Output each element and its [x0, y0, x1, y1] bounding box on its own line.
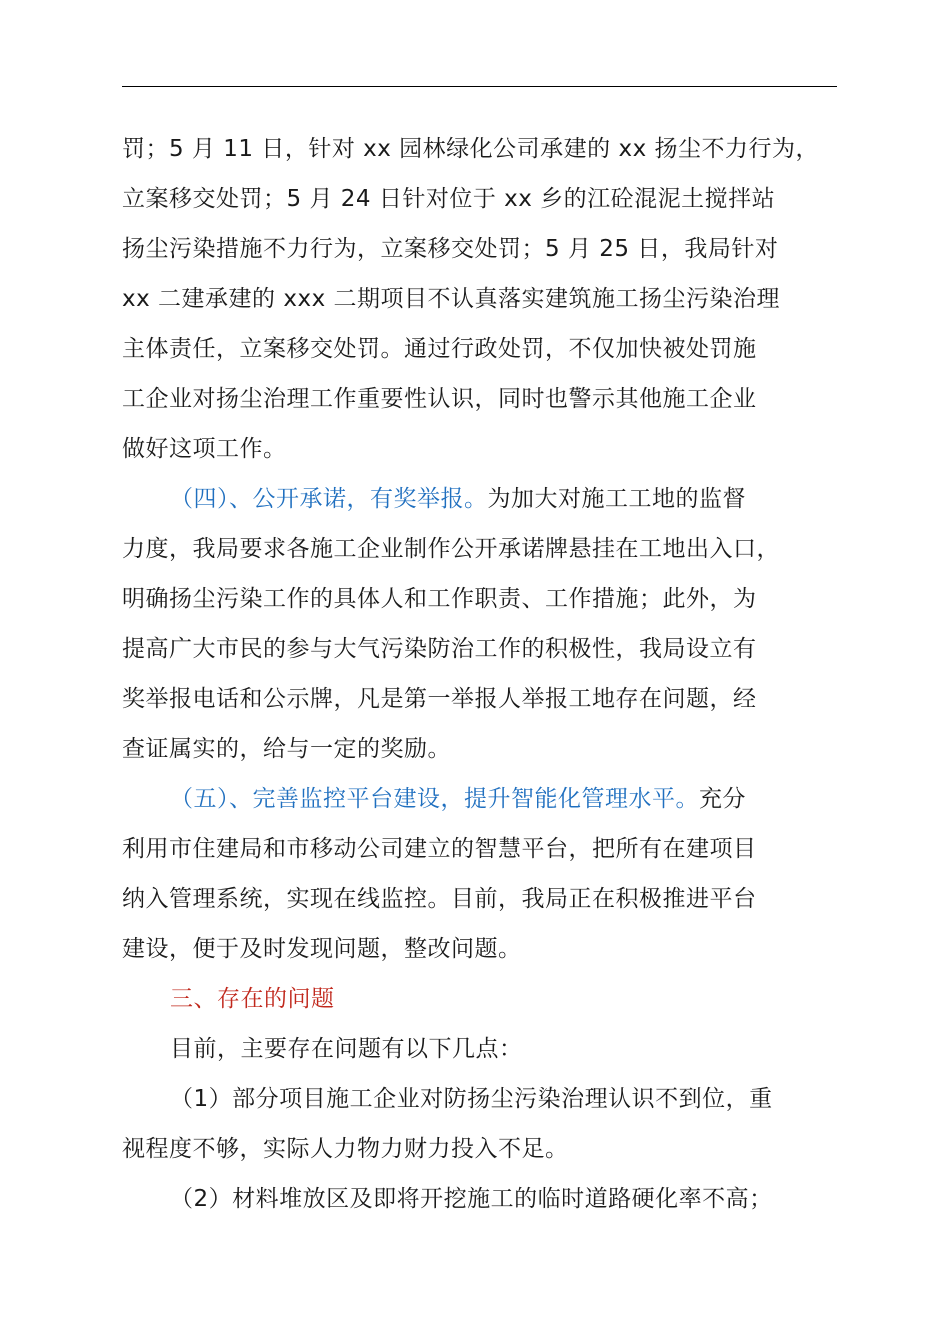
paragraph-line: 扬尘污染措施不力行为，立案移交处罚；5 月 25 日，我局针对 [122, 236, 779, 262]
paragraph-five-lead: 充分 [699, 786, 746, 812]
paragraph-line: 提高广大市民的参与大气污染防治工作的积极性，我局设立有 [122, 636, 757, 662]
paragraph-four-lead: 为加大对施工工地的监督 [487, 486, 746, 512]
paragraph-line: 奖举报电话和公示牌，凡是第一举报人举报工地存在问题，经 [122, 686, 757, 712]
paragraph-line: 主体责任，立案移交处罚。通过行政处罚，不仅加快被处罚施 [122, 336, 757, 362]
paragraph-line: 建设，便于及时发现问题，整改问题。 [122, 936, 522, 962]
paragraph-line: 做好这项工作。 [122, 436, 287, 462]
paragraph-five-first-line [122, 774, 837, 824]
section-intro: 目前，主要存在问题有以下几点： [170, 1036, 523, 1062]
sub-heading-four: （四）、公开承诺，有奖举报。 [170, 486, 488, 512]
sub-heading-five: （五）、完善监控平台建设，提升智能化管理水平。 [170, 786, 699, 812]
problem-item-2-line-1: （2）材料堆放区及即将开挖施工的临时道路硬化率不高； [170, 1186, 773, 1212]
paragraph-line: xx 二建承建的 xxx 二期项目不认真落实建筑施工扬尘污染治理 [122, 286, 780, 312]
section-heading-three: 三、存在的问题 [170, 986, 335, 1012]
paragraph-line: 力度，我局要求各施工企业制作公开承诺牌悬挂在工地出入口， [122, 536, 780, 562]
header-rule [122, 86, 837, 87]
paragraph-line: 查证属实的，给与一定的奖励。 [122, 736, 451, 762]
paragraph-four-first-line [122, 474, 837, 524]
document-body [122, 124, 837, 1224]
paragraph-line: 工企业对扬尘治理工作重要性认识，同时也警示其他施工企业 [122, 386, 757, 412]
problem-item-1-line-2: 视程度不够，实际人力物力财力投入不足。 [122, 1136, 569, 1162]
paragraph-line: 立案移交处罚；5 月 24 日针对位于 xx 乡的江砼混泥土搅拌站 [122, 186, 776, 212]
problem-item-1-line-1: （1）部分项目施工企业对防扬尘污染治理认识不到位，重 [170, 1086, 773, 1112]
paragraph-line: 纳入管理系统，实现在线监控。目前，我局正在积极推进平台 [122, 886, 757, 912]
paragraph-line: 明确扬尘污染工作的具体人和工作职责、工作措施；此外，为 [122, 586, 757, 612]
paragraph-line: 利用市住建局和市移动公司建立的智慧平台，把所有在建项目 [122, 836, 757, 862]
paragraph-line: 罚；5 月 11 日，针对 xx 园林绿化公司承建的 xx 扬尘不力行为， [122, 136, 820, 162]
